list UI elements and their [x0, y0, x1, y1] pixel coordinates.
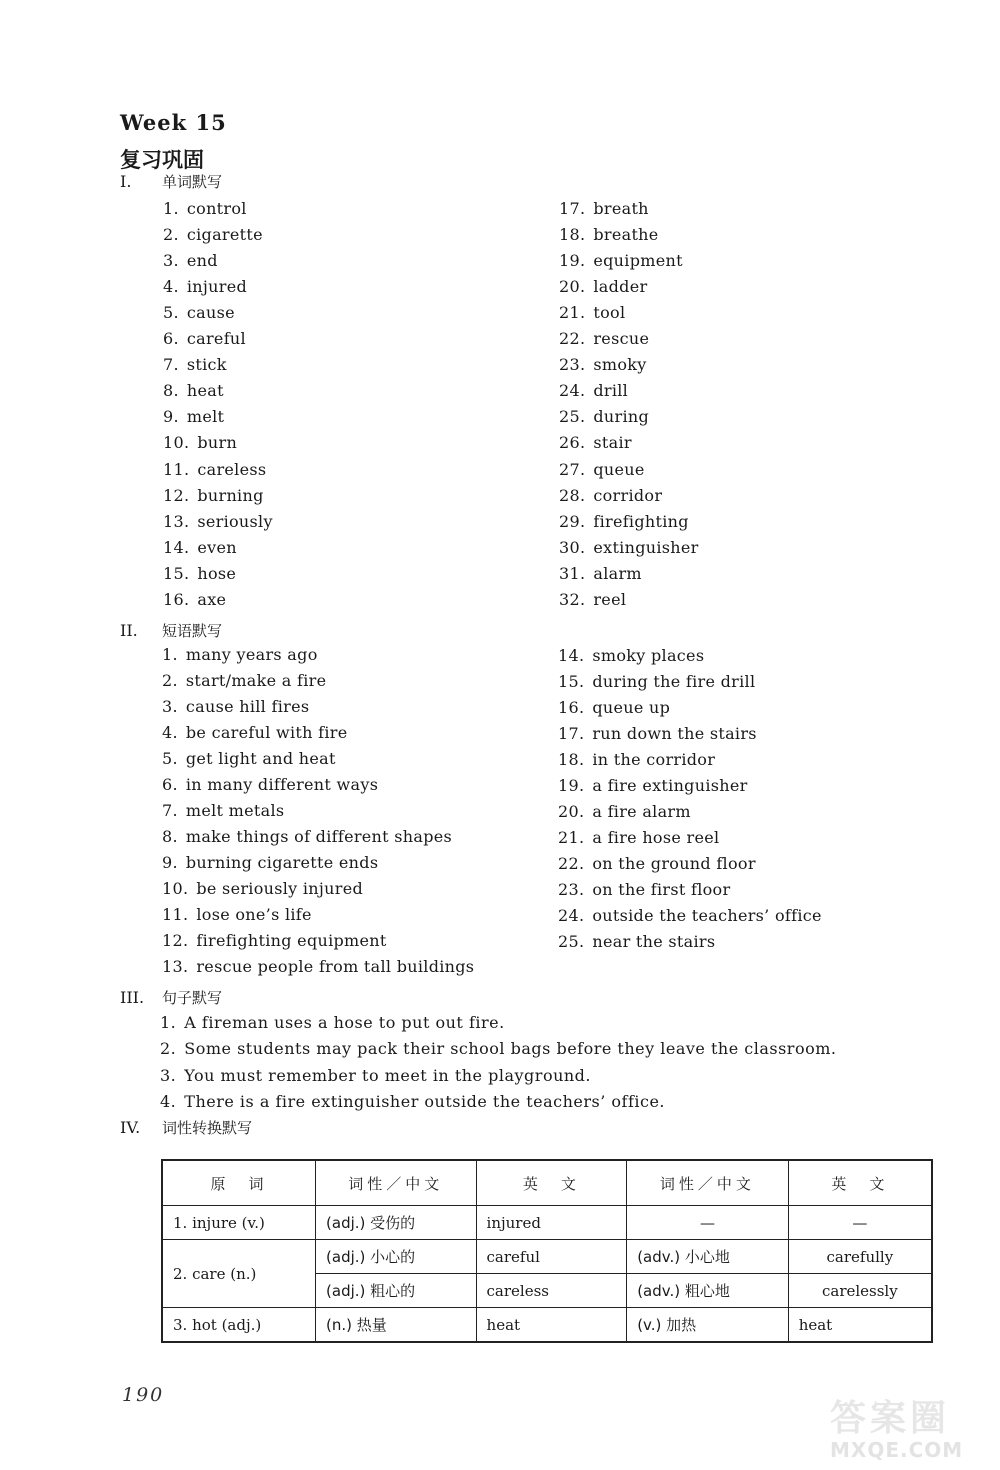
word-item [163, 512, 273, 531]
phrase-item [558, 802, 691, 821]
item-text: rescue [593, 329, 650, 349]
item-text: burn [197, 433, 238, 453]
phrase-item [162, 931, 387, 950]
item-text: burning cigarette ends [185, 853, 379, 872]
item-number: 6. [163, 329, 179, 349]
english-form: carelessly [788, 1274, 932, 1308]
word-item [559, 486, 662, 505]
phrase-item [558, 854, 756, 873]
item-number: 1. [162, 645, 178, 664]
item-number: 31. [559, 563, 586, 583]
pos-chinese: (adj.) 受伤的 [316, 1206, 476, 1240]
item-text: careless [197, 459, 267, 479]
item-number: 23. [558, 880, 585, 899]
word-item [163, 538, 237, 557]
phrase-item [558, 828, 719, 847]
item-text: rescue people from tall buildings [196, 957, 475, 976]
item-text: A fireman uses a hose to put out fire. [184, 1013, 505, 1032]
phrase-item [162, 801, 284, 820]
watermark-url: MXQE.COM [830, 1438, 964, 1462]
english-form: heat [788, 1308, 932, 1343]
item-number: 14. [163, 537, 190, 557]
item-number: 12. [163, 485, 190, 505]
item-text: on the ground floor [592, 854, 756, 873]
item-text: axe [197, 589, 227, 609]
table-row [162, 1308, 932, 1343]
sentence-item [160, 1066, 591, 1085]
word-item [559, 199, 649, 218]
word-item [163, 433, 237, 452]
item-text: drill [593, 381, 629, 401]
phrase-item [162, 853, 378, 872]
item-text: a fire extinguisher [592, 776, 748, 795]
word-item [559, 564, 642, 583]
word-item [163, 486, 264, 505]
item-number: 27. [559, 459, 586, 479]
item-number: 32. [559, 589, 586, 609]
item-number: 22. [558, 854, 585, 873]
word-item [559, 251, 683, 270]
word-item [163, 590, 226, 609]
item-number: 1. [160, 1013, 177, 1032]
item-number: 20. [558, 802, 585, 821]
item-text: make things of different shapes [185, 827, 453, 846]
word-item [163, 251, 218, 270]
header-pos-chinese: 词性／中文 [627, 1160, 789, 1206]
section-3-heading [120, 987, 222, 1008]
phrase-item [162, 879, 363, 898]
item-number: 20. [559, 277, 586, 297]
item-text: burning [197, 485, 264, 505]
item-text: equipment [593, 251, 683, 271]
item-text: alarm [593, 563, 642, 583]
english-form: — [788, 1206, 932, 1240]
item-number: 4. [163, 277, 179, 297]
header-english: 英 文 [788, 1160, 932, 1206]
item-number: 21. [559, 303, 586, 323]
item-text: reel [593, 589, 627, 609]
word-item [163, 407, 224, 426]
item-text: run down the stairs [592, 724, 757, 743]
item-number: 9. [163, 407, 179, 427]
item-number: 25. [558, 932, 585, 951]
original-word: 2. care (n.) [162, 1240, 316, 1308]
phrase-item [558, 776, 748, 795]
english-form: heat [476, 1308, 627, 1343]
pos-chinese: (adv.) 粗心地 [627, 1274, 789, 1308]
word-item [163, 329, 246, 348]
phrase-item [162, 957, 474, 976]
item-text: injured [186, 277, 248, 297]
item-text: in many different ways [185, 775, 379, 794]
word-item [559, 433, 632, 452]
section-number: II. [120, 621, 138, 640]
item-text: many years ago [185, 645, 318, 664]
item-text: careful [186, 329, 246, 349]
section-label: 词性转换默写 [162, 1119, 253, 1137]
section-number: III. [120, 988, 145, 1007]
item-text: firefighting equipment [196, 931, 387, 950]
header-pos-chinese: 词性／中文 [316, 1160, 476, 1206]
section-label: 单词默写 [162, 173, 223, 191]
item-text: on the first floor [592, 880, 731, 899]
item-number: 1. [163, 199, 179, 218]
section-1-heading [120, 171, 222, 192]
item-text: corridor [593, 485, 663, 505]
word-item [559, 538, 699, 557]
word-item [163, 303, 235, 322]
word-item [163, 225, 263, 244]
item-number: 16. [163, 589, 190, 609]
item-number: 24. [558, 906, 585, 925]
item-number: 6. [162, 775, 178, 794]
phrase-item [558, 932, 715, 951]
item-text: You must remember to meet in the playground. [184, 1065, 592, 1085]
item-number: 13. [162, 957, 189, 976]
item-number: 18. [558, 750, 585, 769]
phrase-item [558, 672, 755, 691]
review-title: 复习巩固 [120, 148, 204, 172]
phrase-item [558, 698, 670, 717]
item-number: 24. [559, 381, 586, 401]
item-text: melt [186, 407, 225, 427]
item-text: queue up [592, 698, 671, 717]
item-text: during [593, 407, 650, 427]
item-text: melt metals [185, 801, 285, 820]
item-number: 9. [162, 853, 178, 872]
item-number: 2. [163, 225, 179, 245]
item-number: 7. [162, 801, 178, 820]
item-number: 26. [559, 433, 586, 453]
item-text: smoky places [592, 646, 705, 665]
item-number: 30. [559, 537, 586, 557]
item-number: 17. [558, 724, 585, 743]
item-text: extinguisher [593, 537, 699, 557]
header-english: 英 文 [476, 1160, 627, 1206]
word-item [559, 460, 645, 479]
word-item [163, 277, 247, 296]
english-form: careful [476, 1240, 627, 1274]
header-original-word: 原 词 [162, 1160, 316, 1206]
item-text: start/make a fire [185, 671, 327, 690]
word-item [559, 355, 647, 374]
item-text: cause hill fires [185, 697, 310, 716]
item-number: 29. [559, 511, 586, 531]
phrase-item [162, 775, 378, 794]
item-number: 18. [559, 225, 586, 245]
item-number: 3. [162, 697, 178, 716]
english-form: carefully [788, 1240, 932, 1274]
item-number: 8. [163, 381, 179, 401]
item-number: 8. [162, 827, 178, 846]
pos-chinese: (adv.) 小心地 [627, 1240, 789, 1274]
item-number: 2. [162, 671, 178, 690]
item-text: be careful with fire [185, 723, 348, 742]
phrase-item [558, 906, 822, 925]
item-number: 12. [162, 931, 189, 950]
section-number: IV. [120, 1118, 141, 1137]
phrase-item [558, 646, 704, 665]
pos-chinese: — [627, 1206, 789, 1240]
item-text: outside the teachers’ office [592, 906, 822, 925]
item-number: 16. [558, 698, 585, 717]
word-item [163, 355, 227, 374]
word-form-table [161, 1159, 933, 1343]
item-number: 5. [163, 303, 179, 323]
sentence-item [160, 1013, 505, 1032]
pos-chinese: (v.) 加热 [627, 1308, 789, 1343]
item-number: 2. [160, 1039, 177, 1059]
item-text: breath [593, 199, 649, 218]
phrase-item [162, 671, 326, 690]
item-text: a fire alarm [592, 802, 691, 821]
item-text: tool [593, 303, 626, 323]
word-item [163, 564, 236, 583]
original-word: 3. hot (adj.) [162, 1308, 316, 1343]
item-text: queue [593, 459, 645, 479]
section-number: I. [120, 172, 132, 191]
item-text: smoky [593, 355, 647, 375]
word-item [559, 512, 689, 531]
item-number: 28. [559, 485, 586, 505]
english-form: careless [476, 1274, 627, 1308]
sentence-item [160, 1039, 836, 1058]
item-number: 4. [160, 1091, 177, 1111]
word-item [559, 303, 625, 322]
item-text: a fire hose reel [592, 828, 720, 847]
phrase-item [162, 697, 309, 716]
phrase-item [558, 880, 730, 899]
item-text: seriously [197, 511, 273, 531]
item-text: in the corridor [592, 750, 716, 769]
word-item [559, 225, 659, 244]
item-text: control [186, 199, 247, 218]
item-text: end [186, 251, 218, 271]
item-number: 3. [163, 251, 179, 271]
phrase-item [162, 645, 318, 664]
item-number: 11. [162, 905, 189, 924]
phrase-item [162, 905, 312, 924]
item-text: Some students may pack their school bags before they leave the classroom. [184, 1039, 837, 1059]
table-header-row [162, 1160, 932, 1206]
item-number: 17. [559, 199, 586, 218]
word-item [163, 199, 247, 218]
item-number: 3. [160, 1065, 177, 1085]
phrase-item [162, 749, 336, 768]
item-text: stick [186, 355, 227, 375]
item-text: cause [186, 303, 235, 323]
item-number: 15. [558, 672, 585, 691]
item-number: 19. [558, 776, 585, 795]
item-number: 22. [559, 329, 586, 349]
sentence-item [160, 1092, 665, 1111]
table-row [162, 1206, 932, 1240]
phrase-item [558, 724, 757, 743]
item-number: 15. [163, 563, 190, 583]
item-text: firefighting [593, 511, 689, 531]
word-item [163, 460, 266, 479]
item-text: cigarette [186, 225, 263, 245]
phrase-item [162, 827, 452, 846]
word-item [163, 381, 224, 400]
page-number: 190 [122, 1384, 165, 1406]
word-item [559, 329, 649, 348]
item-number: 10. [162, 879, 189, 898]
item-text: even [197, 537, 237, 557]
item-number: 10. [163, 433, 190, 453]
item-text: heat [186, 381, 224, 401]
item-number: 13. [163, 511, 190, 531]
section-label: 短语默写 [162, 622, 223, 640]
phrase-item [162, 723, 348, 742]
item-text: lose one’s life [196, 905, 312, 924]
item-number: 25. [559, 407, 586, 427]
item-number: 11. [163, 459, 190, 479]
item-number: 23. [559, 355, 586, 375]
section-2-heading [120, 620, 222, 641]
item-text: near the stairs [592, 932, 716, 951]
phrase-item [558, 750, 715, 769]
pos-chinese: (adj.) 粗心的 [316, 1274, 476, 1308]
week-heading: Week 15 [120, 110, 227, 135]
item-text: stair [593, 433, 632, 453]
word-item [559, 381, 628, 400]
table-row [162, 1240, 932, 1274]
item-text: There is a fire extinguisher outside the teachers’ office. [184, 1091, 666, 1111]
section-label: 句子默写 [162, 989, 223, 1007]
item-number: 7. [163, 355, 179, 375]
english-form: injured [476, 1206, 627, 1240]
item-text: hose [197, 563, 237, 583]
original-word: 1. injure (v.) [162, 1206, 316, 1240]
item-text: get light and heat [185, 749, 336, 768]
item-number: 14. [558, 646, 585, 665]
item-text: be seriously injured [196, 879, 364, 898]
item-number: 19. [559, 251, 586, 271]
pos-chinese: (adj.) 小心的 [316, 1240, 476, 1274]
section-4-heading [120, 1117, 252, 1138]
item-number: 4. [162, 723, 178, 742]
item-number: 21. [558, 828, 585, 847]
word-item [559, 590, 626, 609]
item-number: 5. [162, 749, 178, 768]
watermark-logo: 答案圈 [830, 1398, 951, 1439]
item-text: ladder [593, 277, 648, 297]
pos-chinese: (n.) 热量 [316, 1308, 476, 1343]
word-item [559, 407, 649, 426]
item-text: during the fire drill [592, 672, 756, 691]
item-text: breathe [593, 225, 659, 245]
word-item [559, 277, 647, 296]
